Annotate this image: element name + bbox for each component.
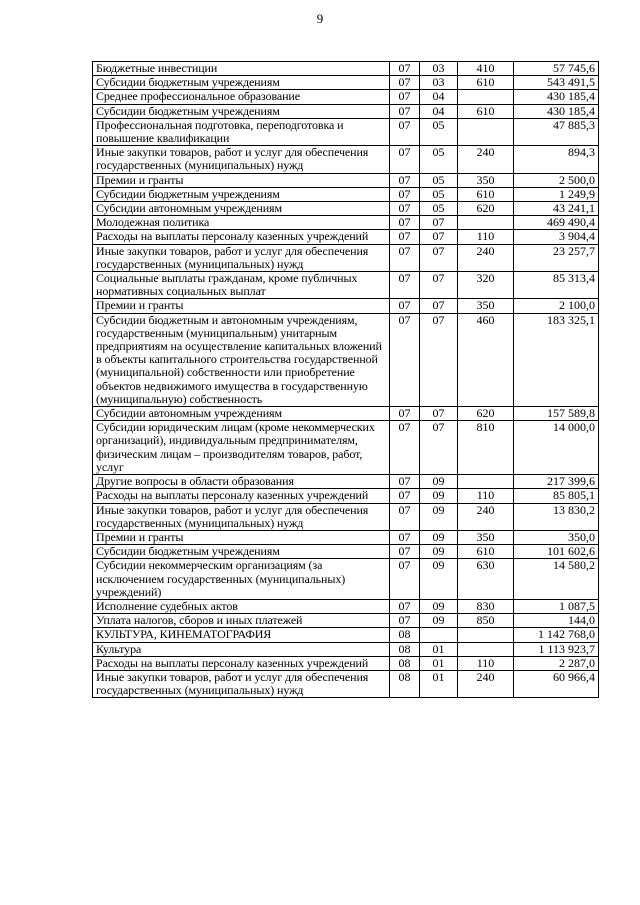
row-name-cell: Премии и гранты bbox=[93, 299, 390, 313]
section-code-cell: 07 bbox=[390, 216, 420, 230]
section-code-cell: 07 bbox=[390, 545, 420, 559]
table-row bbox=[93, 299, 599, 313]
row-name-cell: Молодежная политика bbox=[93, 216, 390, 230]
row-name-cell: Субсидии бюджетным и автономным учреждениям, государственным (муниципальным) унитарным предприятиям на осуществление капитальных вложений в объекты капитального строительства государственной (муниципальной) собственности или приобретение объектов недвижимого имущества в государственную (муниципальную) собственность bbox=[93, 313, 390, 406]
expense-type-cell: 410 bbox=[458, 62, 514, 76]
row-name-cell: Премии и гранты bbox=[93, 530, 390, 544]
subsection-code-cell: 03 bbox=[420, 76, 458, 90]
expense-type-cell: 350 bbox=[458, 173, 514, 187]
table-row bbox=[93, 173, 599, 187]
expense-type-cell bbox=[458, 628, 514, 642]
subsection-code-cell: 09 bbox=[420, 503, 458, 530]
amount-cell: 13 830,2 bbox=[514, 503, 599, 530]
budget-table bbox=[92, 61, 599, 698]
amount-cell: 2 287,0 bbox=[514, 656, 599, 670]
amount-cell: 217 399,6 bbox=[514, 475, 599, 489]
expense-type-cell: 350 bbox=[458, 299, 514, 313]
section-code-cell: 08 bbox=[390, 628, 420, 642]
expense-type-cell: 110 bbox=[458, 656, 514, 670]
amount-cell: 430 185,4 bbox=[514, 104, 599, 118]
amount-cell: 430 185,4 bbox=[514, 90, 599, 104]
subsection-code-cell: 07 bbox=[420, 313, 458, 406]
subsection-code-cell: 04 bbox=[420, 90, 458, 104]
row-name-cell: Среднее профессиональное образование bbox=[93, 90, 390, 104]
expense-type-cell: 850 bbox=[458, 614, 514, 628]
table-row bbox=[93, 628, 599, 642]
section-code-cell: 07 bbox=[390, 614, 420, 628]
amount-cell: 14 580,2 bbox=[514, 559, 599, 600]
subsection-code-cell: 09 bbox=[420, 614, 458, 628]
amount-cell: 1 087,5 bbox=[514, 599, 599, 613]
page-number: 9 bbox=[316, 11, 324, 26]
row-name-cell: Расходы на выплаты персоналу казенных учреждений bbox=[93, 230, 390, 244]
row-name-cell: Премии и гранты bbox=[93, 173, 390, 187]
table-row bbox=[93, 614, 599, 628]
amount-cell: 3 904,4 bbox=[514, 230, 599, 244]
expense-type-cell: 460 bbox=[458, 313, 514, 406]
table-row bbox=[93, 489, 599, 503]
table-row bbox=[93, 670, 599, 697]
section-code-cell: 07 bbox=[390, 76, 420, 90]
amount-cell: 47 885,3 bbox=[514, 118, 599, 145]
row-name-cell: Субсидии бюджетным учреждениям bbox=[93, 545, 390, 559]
table-row bbox=[93, 244, 599, 271]
amount-cell: 1 142 768,0 bbox=[514, 628, 599, 642]
subsection-code-cell: 05 bbox=[420, 187, 458, 201]
amount-cell: 1 249,9 bbox=[514, 187, 599, 201]
section-code-cell: 07 bbox=[390, 62, 420, 76]
subsection-code-cell: 07 bbox=[420, 230, 458, 244]
row-name-cell: Субсидии юридическим лицам (кроме некоммерческих организаций), индивидуальным предпринимателям, физическим лицам – производителям товаров, работ, услуг bbox=[93, 421, 390, 475]
section-code-cell: 07 bbox=[390, 118, 420, 145]
section-code-cell: 07 bbox=[390, 599, 420, 613]
subsection-code-cell: 09 bbox=[420, 475, 458, 489]
subsection-code-cell: 01 bbox=[420, 670, 458, 697]
expense-type-cell bbox=[458, 216, 514, 230]
table-row bbox=[93, 118, 599, 145]
section-code-cell: 07 bbox=[390, 559, 420, 600]
row-name-cell: Социальные выплаты гражданам, кроме публичных нормативных социальных выплат bbox=[93, 272, 390, 299]
expense-type-cell: 240 bbox=[458, 244, 514, 271]
row-name-cell: Культура bbox=[93, 642, 390, 656]
expense-type-cell: 110 bbox=[458, 489, 514, 503]
amount-cell: 469 490,4 bbox=[514, 216, 599, 230]
subsection-code-cell: 04 bbox=[420, 104, 458, 118]
row-name-cell: Расходы на выплаты персоналу казенных учреждений bbox=[93, 489, 390, 503]
subsection-code-cell: 07 bbox=[420, 407, 458, 421]
subsection-code-cell: 09 bbox=[420, 530, 458, 544]
row-name-cell: Иные закупки товаров, работ и услуг для обеспечения государственных (муниципальных) нужд bbox=[93, 670, 390, 697]
expense-type-cell: 620 bbox=[458, 202, 514, 216]
table-row bbox=[93, 230, 599, 244]
row-name-cell: Субсидии бюджетным учреждениям bbox=[93, 104, 390, 118]
table-row bbox=[93, 545, 599, 559]
row-name-cell: Субсидии автономным учреждениям bbox=[93, 407, 390, 421]
expense-type-cell: 240 bbox=[458, 146, 514, 173]
table-row bbox=[93, 76, 599, 90]
section-code-cell: 07 bbox=[390, 421, 420, 475]
subsection-code-cell: 01 bbox=[420, 656, 458, 670]
section-code-cell: 07 bbox=[390, 146, 420, 173]
table-row bbox=[93, 642, 599, 656]
section-code-cell: 07 bbox=[390, 475, 420, 489]
amount-cell: 350,0 bbox=[514, 530, 599, 544]
section-code-cell: 07 bbox=[390, 230, 420, 244]
amount-cell: 23 257,7 bbox=[514, 244, 599, 271]
expense-type-cell bbox=[458, 118, 514, 145]
amount-cell: 2 100,0 bbox=[514, 299, 599, 313]
table-row bbox=[93, 421, 599, 475]
subsection-code-cell: 05 bbox=[420, 146, 458, 173]
amount-cell: 14 000,0 bbox=[514, 421, 599, 475]
subsection-code-cell: 03 bbox=[420, 62, 458, 76]
table-row bbox=[93, 313, 599, 406]
section-code-cell: 07 bbox=[390, 104, 420, 118]
row-name-cell: Уплата налогов, сборов и иных платежей bbox=[93, 614, 390, 628]
table-row bbox=[93, 530, 599, 544]
table-row bbox=[93, 146, 599, 173]
section-code-cell: 07 bbox=[390, 244, 420, 271]
table-row bbox=[93, 62, 599, 76]
expense-type-cell: 240 bbox=[458, 670, 514, 697]
row-name-cell: Расходы на выплаты персоналу казенных учреждений bbox=[93, 656, 390, 670]
table-row bbox=[93, 475, 599, 489]
section-code-cell: 07 bbox=[390, 299, 420, 313]
expense-type-cell: 630 bbox=[458, 559, 514, 600]
section-code-cell: 07 bbox=[390, 272, 420, 299]
row-name-cell: Бюджетные инвестиции bbox=[93, 62, 390, 76]
row-name-cell: Иные закупки товаров, работ и услуг для обеспечения государственных (муниципальных) нужд bbox=[93, 503, 390, 530]
subsection-code-cell: 05 bbox=[420, 118, 458, 145]
section-code-cell: 07 bbox=[390, 90, 420, 104]
expense-type-cell: 110 bbox=[458, 230, 514, 244]
row-name-cell: Субсидии бюджетным учреждениям bbox=[93, 76, 390, 90]
expense-type-cell: 830 bbox=[458, 599, 514, 613]
row-name-cell: КУЛЬТУРА, КИНЕМАТОГРАФИЯ bbox=[93, 628, 390, 642]
table-row bbox=[93, 216, 599, 230]
subsection-code-cell: 07 bbox=[420, 244, 458, 271]
amount-cell: 43 241,1 bbox=[514, 202, 599, 216]
section-code-cell: 07 bbox=[390, 187, 420, 201]
row-name-cell: Иные закупки товаров, работ и услуг для обеспечения государственных (муниципальных) нужд bbox=[93, 244, 390, 271]
expense-type-cell bbox=[458, 642, 514, 656]
row-name-cell: Иные закупки товаров, работ и услуг для обеспечения государственных (муниципальных) нужд bbox=[93, 146, 390, 173]
row-name-cell: Другие вопросы в области образования bbox=[93, 475, 390, 489]
expense-type-cell: 610 bbox=[458, 545, 514, 559]
table-row bbox=[93, 187, 599, 201]
expense-type-cell: 610 bbox=[458, 104, 514, 118]
section-code-cell: 07 bbox=[390, 530, 420, 544]
subsection-code-cell: 09 bbox=[420, 489, 458, 503]
section-code-cell: 07 bbox=[390, 313, 420, 406]
expense-type-cell: 620 bbox=[458, 407, 514, 421]
subsection-code-cell: 01 bbox=[420, 642, 458, 656]
subsection-code-cell: 07 bbox=[420, 216, 458, 230]
expense-type-cell bbox=[458, 475, 514, 489]
row-name-cell: Субсидии некоммерческим организациям (за исключением государственных (муниципальных) учреждений) bbox=[93, 559, 390, 600]
row-name-cell: Исполнение судебных актов bbox=[93, 599, 390, 613]
table-row bbox=[93, 104, 599, 118]
table-row bbox=[93, 559, 599, 600]
section-code-cell: 07 bbox=[390, 503, 420, 530]
subsection-code-cell: 07 bbox=[420, 272, 458, 299]
table-row bbox=[93, 202, 599, 216]
amount-cell: 157 589,8 bbox=[514, 407, 599, 421]
section-code-cell: 08 bbox=[390, 656, 420, 670]
table-row bbox=[93, 599, 599, 613]
row-name-cell: Субсидии автономным учреждениям bbox=[93, 202, 390, 216]
amount-cell: 101 602,6 bbox=[514, 545, 599, 559]
amount-cell: 894,3 bbox=[514, 146, 599, 173]
amount-cell: 144,0 bbox=[514, 614, 599, 628]
subsection-code-cell: 07 bbox=[420, 299, 458, 313]
amount-cell: 60 966,4 bbox=[514, 670, 599, 697]
subsection-code-cell: 05 bbox=[420, 173, 458, 187]
subsection-code-cell: 07 bbox=[420, 421, 458, 475]
section-code-cell: 08 bbox=[390, 642, 420, 656]
expense-type-cell bbox=[458, 90, 514, 104]
section-code-cell: 07 bbox=[390, 202, 420, 216]
section-code-cell: 07 bbox=[390, 489, 420, 503]
section-code-cell: 07 bbox=[390, 173, 420, 187]
table-row bbox=[93, 90, 599, 104]
section-code-cell: 08 bbox=[390, 670, 420, 697]
section-code-cell: 07 bbox=[390, 407, 420, 421]
table-row bbox=[93, 656, 599, 670]
expense-type-cell: 610 bbox=[458, 76, 514, 90]
table-row bbox=[93, 407, 599, 421]
subsection-code-cell: 05 bbox=[420, 202, 458, 216]
amount-cell: 183 325,1 bbox=[514, 313, 599, 406]
expense-type-cell: 610 bbox=[458, 187, 514, 201]
expense-type-cell: 320 bbox=[458, 272, 514, 299]
row-name-cell: Субсидии бюджетным учреждениям bbox=[93, 187, 390, 201]
amount-cell: 57 745,6 bbox=[514, 62, 599, 76]
subsection-code-cell: 09 bbox=[420, 599, 458, 613]
expense-type-cell: 810 bbox=[458, 421, 514, 475]
row-name-cell: Профессиональная подготовка, переподготовка и повышение квалификации bbox=[93, 118, 390, 145]
amount-cell: 85 805,1 bbox=[514, 489, 599, 503]
subsection-code-cell: 09 bbox=[420, 559, 458, 600]
expense-type-cell: 240 bbox=[458, 503, 514, 530]
amount-cell: 1 113 923,7 bbox=[514, 642, 599, 656]
subsection-code-cell: 09 bbox=[420, 545, 458, 559]
amount-cell: 2 500,0 bbox=[514, 173, 599, 187]
amount-cell: 543 491,5 bbox=[514, 76, 599, 90]
amount-cell: 85 313,4 bbox=[514, 272, 599, 299]
table-row bbox=[93, 272, 599, 299]
expense-type-cell: 350 bbox=[458, 530, 514, 544]
table-row bbox=[93, 503, 599, 530]
subsection-code-cell bbox=[420, 628, 458, 642]
